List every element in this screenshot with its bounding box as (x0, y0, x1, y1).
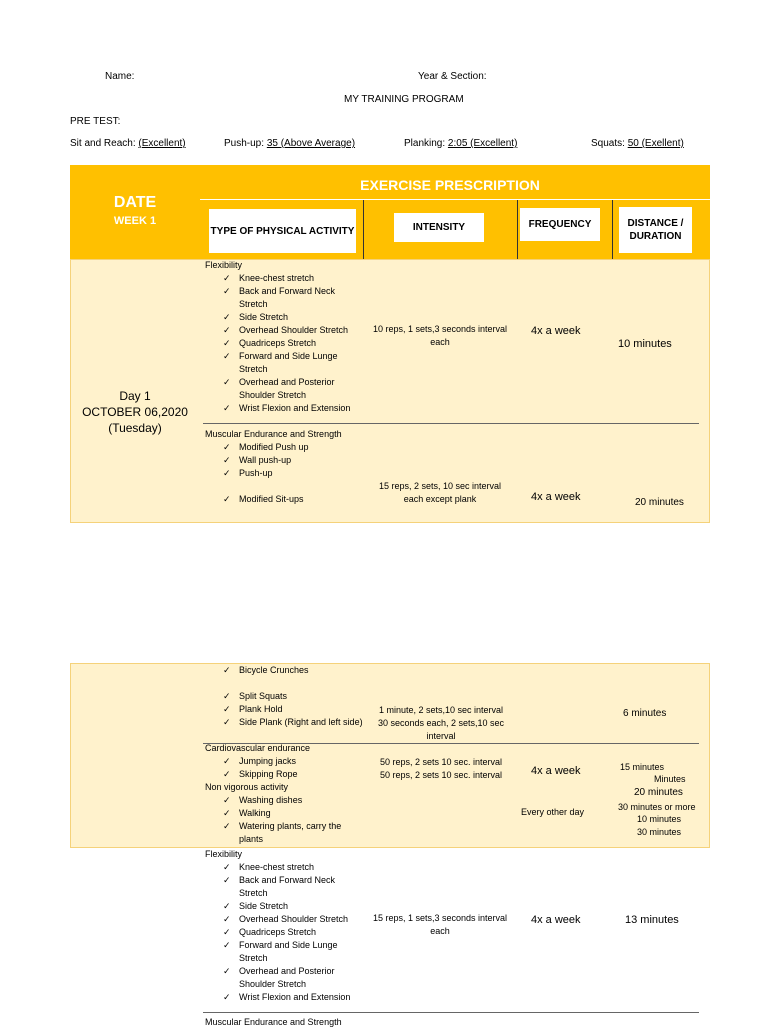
list-item: ✓ Modified Push up (205, 441, 375, 454)
list-item: ✓ Walking (205, 807, 365, 820)
block4-duration-f: 30 minutes (637, 827, 682, 837)
category-label: Cardiovascular endurance (205, 743, 311, 753)
block1-duration: 10 minutes (618, 338, 672, 350)
squats-label: Squats: (591, 138, 625, 149)
section-divider (70, 847, 710, 848)
sit-reach-label: Sit and Reach: (70, 138, 136, 149)
col-divider (363, 200, 364, 259)
intensity-header: INTENSITY (394, 213, 484, 242)
list-item: ✓ Overhead and Posterior Shoulder Stretch (205, 376, 365, 402)
type-header: TYPE OF PHYSICAL ACTIVITY (209, 209, 356, 253)
squats-value: 50 (Exellent) (627, 138, 684, 149)
block4-duration-b: Minutes (654, 774, 686, 784)
planking-label: Planking: (404, 138, 446, 149)
list-item: ✓ Overhead Shoulder Stretch (205, 324, 365, 337)
block1-intensity: 10 reps, 1 sets,3 seconds interval each (372, 324, 508, 347)
list-item: ✓ Modified Sit-ups (205, 493, 375, 506)
list-item: ✓ Knee-chest stretch (205, 272, 365, 285)
list-item: ✓ Side Stretch (205, 311, 365, 324)
block2-activities (205, 428, 375, 506)
weekday-label: (Tuesday) (108, 421, 162, 435)
list-item: ✓ Overhead Shoulder Stretch (205, 913, 365, 926)
block5-intensity: 15 reps, 1 sets,3 seconds interval each (372, 913, 508, 936)
page-title: MY TRAINING PROGRAM (344, 94, 464, 105)
list-item: ✓ Plank Hold (205, 703, 365, 716)
list-item: ✓ Forward and Side Lunge Stretch (205, 350, 365, 376)
list-item: ✓ Forward and Side Lunge Stretch (205, 939, 365, 965)
block4-duration-c: 20 minutes (634, 787, 683, 798)
list-item: ✓ Overhead and Posterior Shoulder Stretch (205, 965, 365, 991)
list-item: ✓ Washing dishes (205, 794, 365, 807)
pushup-label: Push-up: (224, 138, 265, 149)
header-divider (200, 199, 710, 200)
row-divider (203, 423, 699, 424)
block6-category: Muscular Endurance and Strength (205, 1017, 342, 1027)
list-item: ✓ Wrist Flexion and Extension (205, 991, 365, 1004)
day1-date-cell (70, 388, 200, 436)
category-label: Non vigorous activity (205, 782, 289, 792)
block5-activities (205, 848, 365, 1004)
sit-reach-value: (Excellent) (138, 138, 186, 149)
list-item: ✓ Watering plants, carry the plants (205, 820, 365, 846)
block4-intensity-b: 50 reps, 2 sets 10 sec. interval (379, 770, 503, 780)
list-item: ✓ Side Plank (Right and left side) (205, 716, 365, 729)
block2-frequency: 4x a week (531, 491, 581, 503)
year-section-label: Year & Section: (418, 71, 487, 82)
date-label: OCTOBER 06,2020 (82, 405, 188, 419)
block1-activities (205, 259, 365, 415)
list-item: ✓ Quadriceps Stretch (205, 926, 365, 939)
pushup (224, 138, 355, 149)
week-header: WEEK 1 (113, 215, 157, 227)
block4-activities (205, 742, 365, 846)
sit-reach (70, 138, 186, 149)
list-item: ✓ Bicycle Crunches (205, 664, 365, 677)
pre-test-label: PRE TEST: (70, 116, 121, 127)
category-label: Muscular Endurance and Strength (205, 429, 342, 439)
block3-intensity-b: 30 seconds each, 2 sets,10 sec interval (377, 718, 505, 741)
block4-frequency: 4x a week (531, 765, 581, 777)
list-item: ✓ Wall push-up (205, 454, 375, 467)
block2-duration: 20 minutes (635, 497, 684, 508)
block3-duration: 6 minutes (623, 708, 667, 719)
day-label: Day 1 (119, 389, 151, 403)
row-divider (203, 1012, 699, 1013)
block4-intensity-a: 50 reps, 2 sets 10 sec. interval (379, 757, 503, 767)
planking-value: 2:05 (Excellent) (447, 138, 518, 149)
block4-duration-d: 30 minutes or more (618, 802, 696, 812)
block2-intensity: 15 reps, 2 sets, 10 sec interval each except plank (378, 481, 502, 504)
col-divider (517, 200, 518, 259)
block4-duration-a: 15 minutes (620, 762, 665, 772)
block3-intensity-a: 1 minute, 2 sets,10 sec interval (378, 705, 504, 715)
block5-duration: 13 minutes (625, 914, 679, 926)
squats (591, 138, 684, 149)
block3-activities (205, 664, 365, 729)
block4-frequency2: Every other day (521, 807, 585, 817)
block1-frequency: 4x a week (531, 325, 581, 337)
block5-frequency: 4x a week (531, 914, 581, 926)
block4-duration-e: 10 minutes (637, 814, 682, 824)
list-item: ✓ Knee-chest stretch (205, 861, 365, 874)
category-label: Flexibility (205, 260, 243, 270)
name-label: Name: (105, 71, 135, 82)
list-item: ✓ Back and Forward Neck Stretch (205, 285, 365, 311)
category-label: Flexibility (205, 849, 243, 859)
list-item: ✓ Skipping Rope (205, 768, 365, 781)
list-item: ✓ Back and Forward Neck Stretch (205, 874, 365, 900)
planking (404, 138, 517, 149)
list-item: ✓ Quadriceps Stretch (205, 337, 365, 350)
list-item: ✓ Push-up (205, 467, 375, 480)
distance-header: DISTANCE / DURATION (619, 207, 692, 253)
prescription-header: EXERCISE PRESCRIPTION (360, 177, 540, 193)
list-item: ✓ Jumping jacks (205, 755, 365, 768)
pushup-value: 35 (Above Average) (266, 138, 356, 149)
date-header: DATE (113, 194, 157, 211)
list-item: ✓ Split Squats (205, 690, 365, 703)
list-item: ✓ Side Stretch (205, 900, 365, 913)
list-item: ✓ Wrist Flexion and Extension (205, 402, 365, 415)
frequency-header: FREQUENCY (520, 208, 600, 241)
